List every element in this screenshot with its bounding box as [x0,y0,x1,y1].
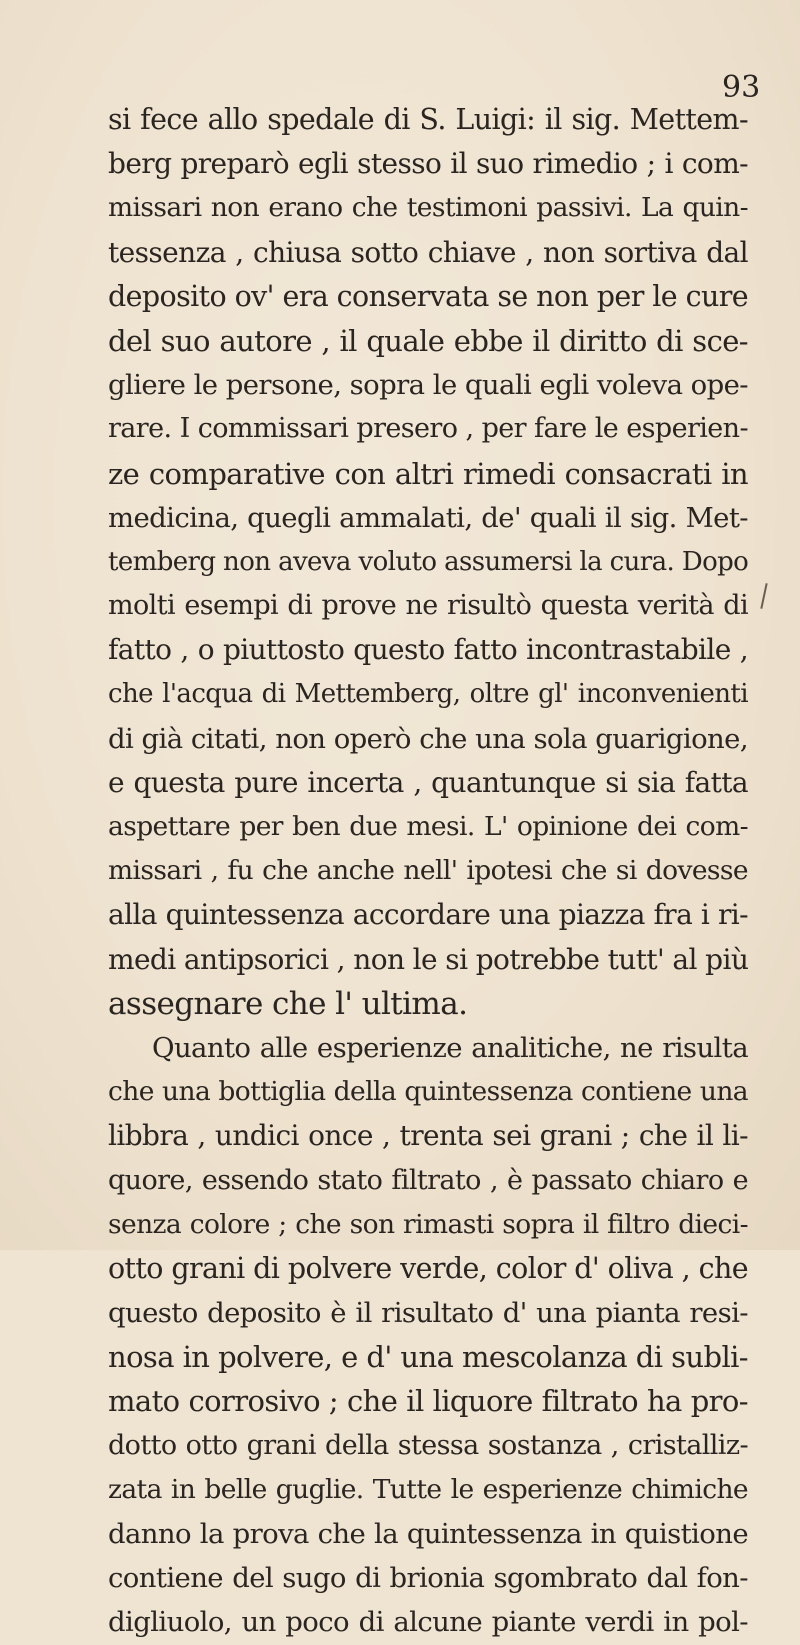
text-line: otto grani di polvere verde, color d' oliva , che [108,1251,748,1285]
text-line: missari non erano che testimoni passivi. La quin- [108,192,748,224]
text-line: libbra , undici once , trenta sei grani ; che il li- [108,1119,748,1153]
text-line: deposito ov' era conservata se non per le cure [108,279,748,313]
body-text [108,98,748,1645]
margin-pencil-mark [760,583,767,609]
text-line: mato corrosivo ; che il liquore filtrato ha pro- [108,1384,748,1419]
text-line: che una bottiglia della quintessenza contiene una [108,1076,748,1108]
text-line: quore, essendo stato filtrato , è passato chiaro e [108,1164,748,1196]
text-line: zata in belle guglie. Tutte le esperienze chimiche [108,1473,748,1505]
text-line: danno la prova che la quintessenza in quistione [108,1518,748,1550]
text-line: medicina, quegli ammalati, de' quali il sig. Met- [108,501,748,534]
text-line: missari , fu che anche nell' ipotesi che si dovesse [108,855,748,887]
text-line: senza colore ; che son rimasti sopra il filtro dieci- [108,1208,748,1240]
text-line: temberg non aveva voluto assumersi la cura. Dopo [108,546,749,577]
text-line: ze comparative con altri rimedi consacrati in [108,456,748,491]
text-line: molti esempi di prove ne risultò questa verità di [108,590,748,622]
text-line: dotto otto grani della stessa sostanza , cristalliz- [108,1429,748,1461]
text-line: e questa pure incerta , quantunque si sia fatta [108,765,748,799]
text-line: gliere le persone, sopra le quali egli voleva ope- [108,369,748,402]
text-line: aspettare per ben due mesi. L' opinione dei com- [108,811,748,842]
page-number: 93 [722,70,761,105]
text-line: rare. I commissari presero , per fare le esperien- [108,413,748,445]
text-line-paragraph-start: Quanto alle esperienze analitiche, ne risulta [152,1031,748,1064]
text-line: questo deposito è il risultato d' una pianta resi- [108,1297,748,1330]
text-line-paragraph-end: assegnare che l' ultima. [108,985,468,1022]
text-line: alla quintessenza accordare una piazza fra i ri- [108,898,748,932]
text-line: medi antipsorici , non le si potrebbe tutt' al più [108,942,749,976]
text-line: digliuolo, un poco di alcune piante verdi in pol- [108,1606,748,1639]
text-line: fatto , o piuttosto questo fatto incontrastabile , [108,633,748,667]
text-line: tessenza , chiusa sotto chiave , non sortiva dal [108,235,748,269]
text-line: berg preparò egli stesso il suo rimedio ; i com- [108,147,748,181]
text-line: nosa in polvere, e d' una mescolanza di subli- [108,1340,748,1375]
text-line: del suo autore , il quale ebbe il diritto di sce- [108,323,748,358]
text-line: che l'acqua di Mettemberg, oltre gl' inconvenienti [108,679,748,710]
text-line: si fece allo spedale di S. Luigi: il sig. Mettem- [108,103,748,136]
text-line: di già citati, non operò che una sola guarigione, [108,722,748,755]
text-line: contiene del sugo di brionia sgombrato dal fon- [108,1562,748,1595]
